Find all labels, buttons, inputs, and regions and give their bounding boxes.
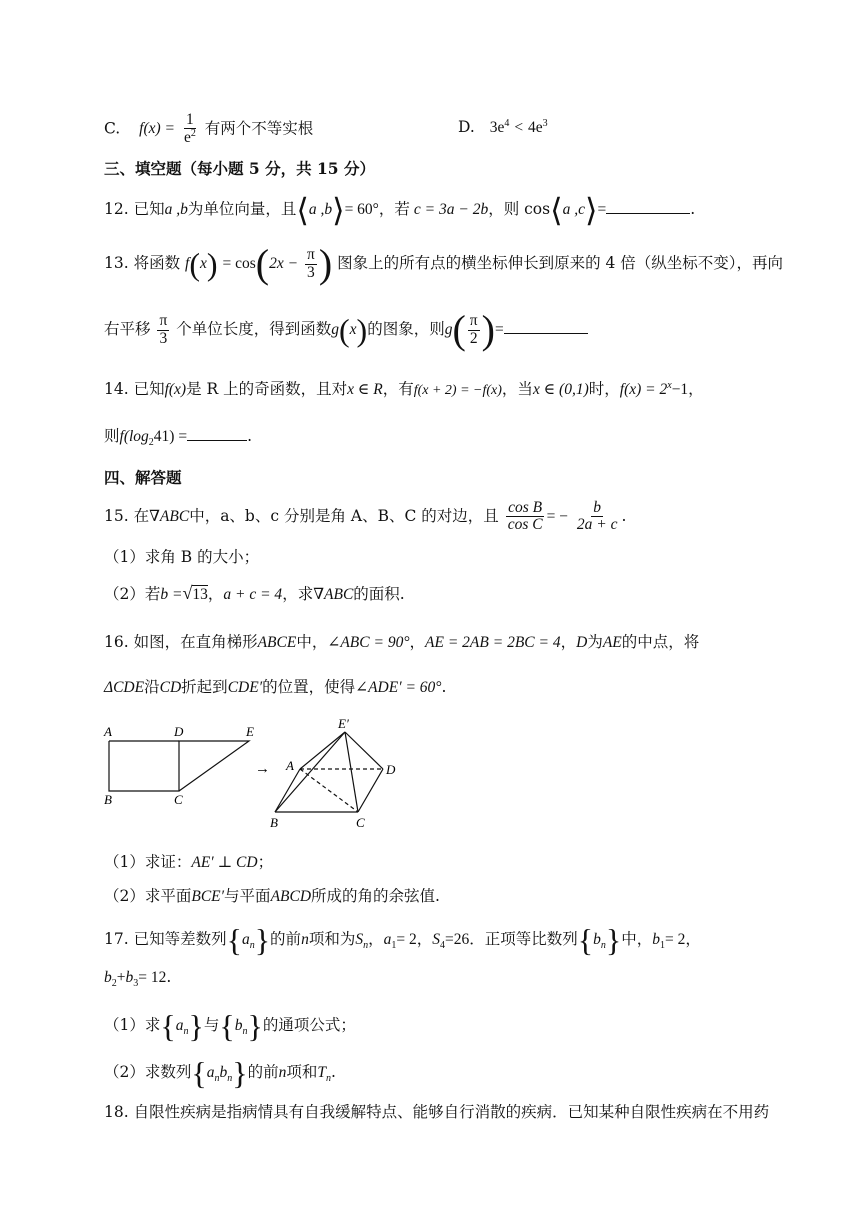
q16-l2-b: 沿	[144, 678, 160, 696]
q17-p1-an-sub: n	[183, 1026, 189, 1038]
q13-l2-a: 右平移	[104, 320, 151, 338]
q17-v: = 12	[138, 969, 167, 986]
q16-l2-c: 折起到	[181, 678, 228, 696]
q15-p2-f: 的面积.	[353, 585, 405, 603]
fold-arrow-icon: →	[255, 761, 270, 777]
q16-angle: ∠ABC = 90°	[327, 634, 410, 651]
q14-answer-blank[interactable]	[187, 426, 247, 441]
q17-S4-sub: 4	[439, 940, 445, 952]
q17-p2-b: 的前	[247, 1063, 279, 1081]
q13-pi-over-3	[305, 247, 317, 281]
fig-right-label-a: A	[286, 758, 294, 773]
q17-line1: 17. 已知等差数列$\{a_n\}$的前n项和为$S_n$，$a_1= 2$，$S_4=26$．正项等比数列$\{b_n\}$中，$b_1= 2$，	[104, 922, 701, 958]
q15-sqrt13: 13	[192, 586, 208, 603]
q13-x: x	[199, 255, 207, 272]
q13-pi-over-2	[468, 313, 480, 347]
q13-pi2: π	[469, 312, 478, 330]
q15-cosb: cos B	[508, 499, 543, 516]
q17-p1-b: 与	[203, 1016, 220, 1034]
fig-left-label-d: D	[174, 724, 184, 739]
q13-f: f	[185, 255, 190, 272]
q17-l2-end: .	[166, 968, 172, 986]
q11-c-lhs: f(x) =	[139, 120, 176, 138]
q12-t4: =	[597, 201, 607, 218]
q12-t3: ，则 cos	[488, 200, 551, 218]
q13-l2-b: 个单位长度，得到函数	[176, 320, 332, 338]
q13-gx: x	[349, 321, 357, 338]
q17-b1-sub: 1	[659, 940, 665, 952]
q17-l1-b: 的前	[270, 930, 302, 948]
trapezoid-figure	[109, 741, 249, 791]
q17-an: a	[241, 931, 250, 948]
q13-pi: π	[306, 246, 315, 264]
q17-b3-sub: 3	[133, 978, 139, 990]
q12-line: 12. 已知a ,b为单位向量，且⟨a ,b⟩= 60°，若 c = 3a − 2b，则 cos⟨a ,c⟩= .	[104, 192, 696, 228]
q17-bn-sub: n	[600, 940, 606, 952]
q15-p2-d: a + c = 4	[223, 586, 283, 603]
q15-cos-fraction	[506, 500, 545, 534]
q13-3: 3	[307, 263, 315, 281]
q14-end: .	[247, 427, 253, 445]
q13-2: 2	[469, 329, 478, 347]
q17-S4v: =26	[444, 931, 470, 948]
q17-n: n	[301, 931, 309, 948]
q12-vecs: a ,b	[164, 201, 188, 218]
q16-p1-b: AE′ ⊥ CD	[191, 854, 258, 871]
q16-p2-b: BCE′	[191, 888, 225, 905]
q16-l1-b: 中，	[296, 633, 328, 651]
q17-part1: （1）求$\{a_n\}$与$\{b_n\}$的通项公式；	[104, 1008, 356, 1044]
q15-l1-b: 中，a、b、c 分别是角 A、B、C 的对边，且	[189, 506, 499, 525]
q11-d-label: D.	[458, 118, 475, 137]
q14-log-base: 2	[148, 437, 154, 449]
q16-figure	[100, 712, 410, 832]
q11-d-a: 3e	[489, 119, 505, 137]
q13-g2: g	[444, 321, 453, 338]
q11-option-c	[104, 112, 313, 147]
q13-eq: = cos	[222, 255, 256, 272]
q13-l1-a: 13. 将函数	[104, 254, 181, 272]
q11-option-d	[458, 118, 548, 137]
fig-right-label-b: B	[270, 815, 278, 830]
q17-p2-c: 项和	[286, 1063, 318, 1081]
q15-p2-a: （2）若	[104, 585, 161, 603]
q11-d-a-exp: 4	[504, 118, 510, 129]
section-4-heading: 四、解答题	[104, 468, 182, 487]
q11-c-num: 1	[186, 111, 194, 128]
q17-p2-n: n	[278, 1064, 287, 1081]
q12-num: 12. 已知	[104, 200, 165, 218]
q16-cde: ΔCDE	[104, 679, 145, 696]
q13-answer-blank[interactable]	[504, 319, 588, 334]
q17-a1: a	[383, 931, 392, 948]
q17-plus: +	[116, 969, 126, 986]
fig-right-label-eprime: E′	[338, 716, 349, 731]
q16-AE: AE	[602, 634, 622, 651]
q12-answer-blank[interactable]	[606, 199, 690, 214]
q16-line2	[104, 675, 446, 697]
q17-T-sub: n	[326, 1073, 331, 1085]
fig-left-label-b: B	[104, 792, 112, 807]
q17-l1-d: ，	[368, 930, 384, 948]
q16-ade-angle: ∠ADE′ = 60°	[355, 679, 442, 696]
q17-b1v: = 2，	[664, 931, 701, 948]
q11-d-lt: <	[514, 119, 524, 137]
q14-rel: f(x + 2) = −f(x)	[413, 383, 502, 398]
q16-cd: CD	[159, 679, 182, 696]
fig-right-label-c: C	[356, 815, 365, 830]
q15-line1	[104, 500, 626, 534]
q17-part2: （2）求数列$\{a_nb_n\}$的前n项和$T_n$.	[104, 1055, 336, 1091]
q16-p2-e: 所成的角的余弦值.	[311, 887, 440, 905]
q17-b1: b	[652, 931, 660, 948]
q17-p2-bn: b	[219, 1064, 228, 1081]
q17-l1-f: ．正项等比数列	[469, 930, 578, 948]
q17-p1-c: 的通项公式；	[262, 1016, 356, 1034]
q11-c-den: e	[183, 129, 191, 147]
q13-line2: 右平移 $\frac{\pi}{3}$ 个单位长度，得到函数g(x)的图象，则g( $\frac{\pi}{2}$ )=	[104, 310, 588, 350]
q12-end: .	[690, 200, 696, 218]
q17-p2-a-sub: n	[214, 1073, 220, 1085]
q13-inner: 2x −	[269, 255, 299, 272]
q12-t2: = 60°，若	[344, 201, 410, 218]
q17-T: T	[317, 1064, 326, 1081]
q15-abc: ABC	[159, 507, 190, 525]
q16-l2-end: .	[441, 678, 447, 696]
q15-p2-abc: ABC	[324, 586, 354, 603]
q11-c-text: 有两个不等实根	[204, 119, 314, 138]
q16-l1-a: 16. 如图，在直角梯形	[104, 633, 258, 651]
q14-exp: x	[667, 379, 672, 391]
q17-p2-a: （2）求数列	[104, 1063, 192, 1081]
q14-fx: f(x)	[164, 381, 187, 398]
q17-line2	[104, 968, 171, 989]
q17-p2-end: .	[331, 1063, 336, 1081]
q14-tail: −1，	[671, 381, 704, 398]
fig-right-label-d: D	[386, 762, 396, 777]
q17-p2-bn-sub: n	[227, 1073, 233, 1085]
q17-b2: b	[104, 969, 112, 986]
q16-p2-a: （2）求平面	[104, 887, 192, 905]
q12-t1: 为单位向量，且	[187, 200, 297, 218]
q14-l1-c: ，有	[382, 380, 414, 398]
q14-l2-a: 则	[104, 427, 120, 445]
q13-l1-b: 图象上的所有点的横坐标伸长到原来的 4 倍（纵坐标不变），再向	[337, 254, 784, 272]
q12-ang: a ,b	[308, 201, 333, 218]
q17-p1-a: （1）求	[104, 1016, 161, 1034]
q15-2ac: 2a + c	[576, 516, 618, 534]
q15-cosc: cos C	[507, 516, 543, 534]
q17-S4: S	[432, 931, 440, 948]
fig-left-label-e: E	[246, 724, 254, 739]
q13-l2-c: 的图象，则	[367, 320, 445, 338]
q16-abce: ABCE	[257, 634, 297, 651]
q16-part1	[104, 850, 273, 872]
q17-b2-sub: 2	[111, 978, 117, 990]
q16-l1-f: 的中点，将	[621, 633, 700, 651]
q17-an-sub: n	[249, 940, 255, 952]
q13-l2-pi: π	[159, 312, 168, 330]
fig-left-label-c: C	[174, 792, 183, 807]
q16-l1-c: ，	[409, 633, 426, 651]
q17-l1-e: ，	[416, 930, 433, 948]
q17-l1-a: 17. 已知等差数列	[104, 930, 227, 948]
q15-end: .	[621, 506, 627, 525]
q14-rest: 41) =	[153, 428, 188, 445]
q17-p2-a: a	[206, 1064, 215, 1081]
q17-p1-bn-sub: n	[242, 1026, 248, 1038]
q14-x: x ∈ R	[347, 381, 383, 398]
q16-l1-e: 为	[587, 633, 603, 651]
q15-eq: = −	[546, 507, 568, 525]
q16-l2-d: 的位置，使得	[262, 678, 356, 696]
q11-d-b-exp: 3	[542, 118, 548, 129]
q17-S: S	[355, 931, 364, 948]
q17-p1-an: a	[175, 1017, 184, 1034]
q14-l1-e: 时，	[588, 380, 620, 398]
q12-ang2: a ,c	[562, 201, 585, 218]
q13-g: g	[331, 321, 339, 338]
q17-bn: b	[593, 931, 601, 948]
section-3-heading: 三、填空题（每小题 5 分，共 15 分）	[104, 159, 375, 178]
q14-l1-d: ，当	[501, 380, 533, 398]
q14-l1-b: 是 R 上的奇函数，且对	[186, 380, 348, 398]
q11-d-b: 4e	[528, 119, 543, 137]
q16-p2-d: ABCD	[270, 888, 312, 905]
q13-line1: 13. 将函数 f(x) = cos(2x − $\frac{\pi}{3}$ ) 图象上的所有点的横坐标伸长到原来的 4 倍（纵坐标不变），再向	[104, 241, 784, 286]
q15-part2: （2）若b =√13，a + c = 4，求∇ABC的面积.	[104, 583, 405, 603]
q13-l2-eq: =	[494, 321, 504, 338]
q12-cdef: c = 3a − 2b	[413, 201, 489, 218]
fig-left-label-a: A	[104, 724, 112, 739]
q16-part2	[104, 884, 440, 906]
q15-part1: （1）求角 B 的大小；	[104, 548, 260, 566]
q15-l1-a: 15. 在∇	[104, 506, 160, 525]
q18-line1: 18. 自限性疾病是指病情具有自我缓解特点、能够自行消散的疾病．已知某种自限性疾病在不用药	[104, 1103, 770, 1121]
q16-p2-c: 与平面	[224, 887, 271, 905]
q13-shift-fraction	[157, 313, 169, 347]
q17-l1-g: 中，	[621, 930, 653, 948]
q16-cde-prime: CDE′	[227, 679, 263, 696]
q11-c-den-exp: 2	[190, 128, 196, 140]
q14-line2	[104, 424, 252, 448]
q17-l1-c: 项和为	[308, 930, 356, 948]
q17-a1v: = 2	[396, 931, 417, 948]
q14-l1-a: 14. 已知	[104, 380, 165, 398]
q16-line1	[104, 630, 699, 652]
q17-b3: b	[125, 969, 134, 986]
q14-log: f(log	[119, 428, 149, 445]
q14-line1	[104, 377, 704, 399]
q16-p1-c: ；	[257, 853, 274, 871]
q14-int: x ∈ (0,1)	[532, 381, 589, 398]
q15-b: b	[593, 499, 602, 516]
q14-def: f(x) = 2	[619, 381, 668, 398]
q11-c-label: C.	[104, 119, 121, 138]
q15-p2-b: b =	[160, 586, 183, 603]
q15-b-fraction	[575, 500, 620, 534]
q16-p1-a: （1）求证：	[104, 853, 192, 871]
q11-c-fraction	[182, 112, 198, 147]
q15-p2-c: ，	[207, 585, 224, 603]
q17-S-sub: n	[363, 940, 369, 952]
q16-D: D	[576, 634, 588, 651]
q17-a1-sub: 1	[391, 940, 397, 952]
q16-ae: AE = 2AB = 2BC = 4	[425, 634, 561, 651]
q15-p2-e: ，求∇	[282, 585, 325, 603]
q16-l1-d: ，	[560, 633, 577, 651]
q13-l2-3: 3	[159, 329, 168, 347]
q17-p1-bn: b	[234, 1017, 243, 1034]
